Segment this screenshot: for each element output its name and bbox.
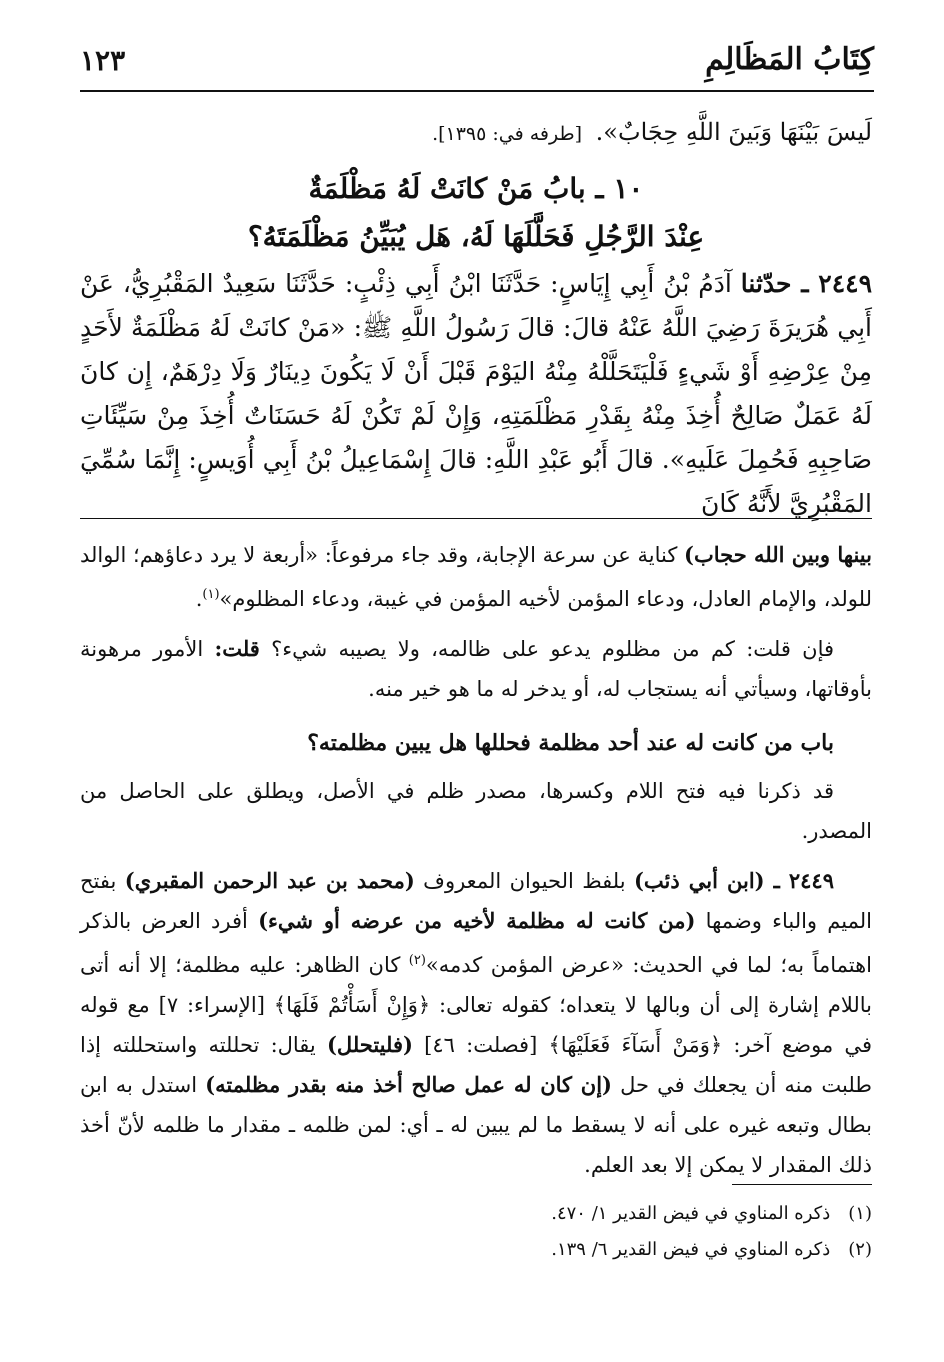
page-number: ١٢٣	[80, 44, 126, 77]
commentary-lemma: (محمد بن عبد الرحمن المقبري)	[124, 868, 415, 893]
commentary-heading: باب من كانت له عند أحد مظلمة فحللها هل يبين مظلمته؟	[307, 730, 834, 756]
commentary-text: بلفظ الحيوان المعروف	[414, 869, 634, 893]
commentary-text: الأمور مرهونة بأوقاتها، وسيأتي أنه يستجاب له، أو يدخر له ما هو خير منه.	[80, 637, 872, 701]
book-title: كِتَابُ المَظَالِمِ	[705, 42, 874, 77]
commentary-lemma: (من كانت له مظلمة لأخيه من عرضه أو شيء)	[258, 908, 696, 933]
commentary-text: كان الظاهر: عليه مظلمة؛ إلا أنه أتى باللام إشارة إلى أن وبالها لا يتعداه؛ كقوله تعالى: ﴿وَإِنْ أَسَأْتُمْ فَلَهَا﴾ [الإسراء: ٧] مع قوله في موضع آخر: ﴿وَمَنْ أَسَآءَ فَعَلَيْهَا﴾ [فصلت: ٤٦]	[80, 953, 872, 1057]
commentary-text: أفرد العرض بالذكر اهتماماً به؛ لما في الحديث: «عرض المؤمن كدمه»	[80, 909, 872, 977]
commentary-text: فإن قلت: كم من مظلوم يدعو على ظالمه، ولا يصيبه شيء؟	[259, 637, 835, 661]
commentary-lemma: (إن كان له عمل صالح أخذ منه بقدر مظلمته)	[205, 1072, 612, 1097]
footnote-divider	[732, 1184, 872, 1185]
hadith-text	[80, 262, 872, 526]
commentary-paragraph: قد ذكرنا فيه فتح اللام وكسرها، مصدر ظلم في الأصل، ويطلق على الحاصل من المصدر.	[80, 779, 872, 843]
commentary-paragraph	[80, 861, 872, 1185]
chapter-heading-line-2: عِنْدَ الرَّجُلِ فَحَلَّلَهَا لَهُ، هَل يُبَيِّنُ مَظْلَمَتَهُ؟	[247, 220, 705, 253]
chapter-heading	[80, 165, 872, 261]
commentary-lemma: قلت:	[214, 636, 260, 661]
commentary-paragraph	[80, 629, 872, 709]
footnote-number: (١)	[848, 1203, 872, 1224]
commentary-lemma: بينها وبين الله حجاب)	[684, 542, 872, 567]
commentary	[80, 535, 872, 1195]
commentary-lemma: (فليتحلل)	[327, 1032, 413, 1057]
footnote-marker: (٢)	[408, 953, 426, 968]
footnote-text: ذكره المناوي في فيض القدير ١/ ٤٧٠.	[551, 1203, 831, 1224]
footnotes	[80, 1196, 872, 1268]
footnote-marker: (١)	[202, 587, 220, 602]
page-header	[80, 40, 874, 92]
commentary-lemma: (ابن أبي ذئب)	[634, 868, 765, 893]
footnote	[80, 1232, 872, 1268]
commentary-text: استدل به ابن بطال وتبعه غيره على أنه لا يسقط ما لم يبين له ـ أي: لمن ظلمه ـ مقدار ما ظلمه لأنّ أخذ ذلك المقدار لا يمكن إلا بعد العلم.	[80, 1073, 872, 1177]
commentary-paragraph	[80, 535, 872, 619]
commentary-text: .	[195, 587, 203, 611]
hadith-number: ٢٤٤٩ ـ حدّثنا	[740, 269, 872, 298]
hadith-number: ٢٤٤٩ ـ	[764, 868, 834, 893]
main-divider	[80, 518, 872, 519]
previous-hadith-text: لَيسَ بَيْنَهَا وَبَينَ اللَّهِ حِجَابٌ».	[595, 118, 872, 146]
commentary-text: كناية عن سرعة الإجابة، وقد جاء مرفوعاً: «أربعة لا يرد دعاؤهم؛ الوالد للولد، والإمام العادل، ودعاء المؤمن لأخيه المؤمن في غيبة، ودعاء المظلوم»	[80, 543, 872, 611]
cross-reference: [طرفه في: ١٣٩٥].	[432, 123, 583, 145]
chapter-heading-line-1: ١٠ ـ بابُ مَنْ كانَتْ لَهُ مَظْلَمَةٌ	[308, 172, 644, 205]
footnote-number: (٢)	[848, 1239, 872, 1260]
commentary-text: يقال: تحللته واستحللته إذا طلبت منه أن يجعلك في حل	[80, 1033, 872, 1097]
previous-hadith-ending	[80, 112, 872, 154]
commentary-text: بفتح الميم والباء وضمها	[80, 869, 872, 933]
footnote-text: ذكره المناوي في فيض القدير ٦/ ١٣٩.	[551, 1239, 831, 1260]
hadith-body: آدَمُ بْنُ أَبِي إِيَاسٍ: حَدَّثَنَا ابْنُ أَبِي ذِئْبٍ: حَدَّثَنَا سَعِيدٌ المَقْبُرِيُّ، عَنْ أَبِي هُرَيرَةَ رَضِيَ اللَّهُ عَنْهُ قالَ: قالَ رَسُولُ اللَّهِ ﷺ: «مَنْ كانَتْ لَهُ مَظْلَمَةٌ لأَحَدٍ مِنْ عِرْضِهِ أَوْ شَيءٍ فَلْيَتَحَلَّلْهُ مِنْهُ اليَوْمَ قَبْلَ أَنْ لَا يَكُونَ دِينَارٌ وَلَا دِرْهَمٌ، إِن كانَ لَهُ عَمَلٌ صَالِحٌ أُخِذَ مِنْهُ بِقَدْرِ مَظْلَمَتِهِ، وَإِنْ لَمْ تَكُنْ لَهُ حَسَنَاتٌ أُخِذَ مِنْ سَيِّئَاتِ صَاحِبِهِ فَحُمِلَ عَلَيهِ». قالَ أَبُو عَبْدِ اللَّهِ: قالَ إِسْمَاعِيلُ بْنُ أَبِي أُوَيسٍ: إِنَّمَا سُمِّيَ المَقْبُرِيَّ لأَنَّهُ كَانَ	[80, 269, 872, 518]
footnote	[80, 1196, 872, 1232]
